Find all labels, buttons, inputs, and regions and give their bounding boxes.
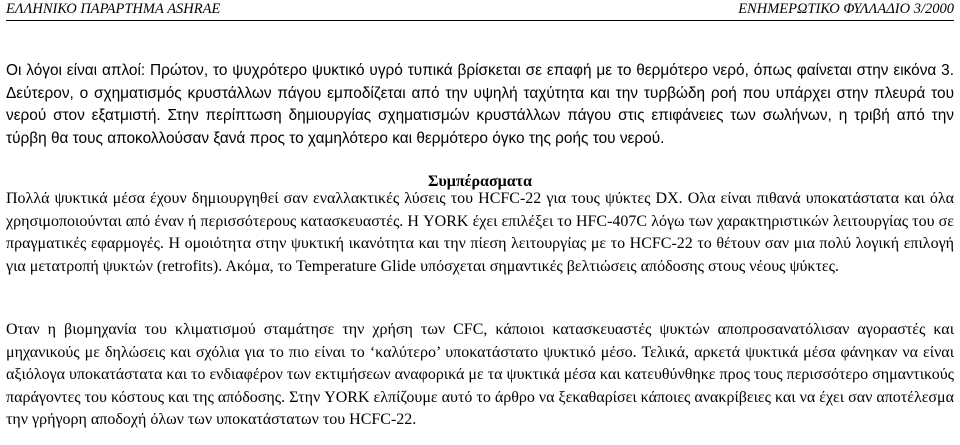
body-paragraph-ice-formation bbox=[6, 60, 954, 150]
header-newsletter-issue: ΕΝΗΜΕΡΩΤΙΚΟ ΦΥΛΛΑΔΙΟ 3/2000 bbox=[738, 1, 954, 17]
paragraph-text: Πολλά ψυκτικά μέσα έχουν δημιουργηθεί σαν εναλλακτικές λύσεις του HCFC-22 για τους ψύκτες DX. Ολα είναι πιθανά υποκατάστατα και όλα χρησιμοποιούνται από έναν ή περισσότερους κατασκευαστές. Η YORK έχει επιλέξει το HFC-407C λόγω των χαρακτηριστικών λειτουργίας του σε πραγματικές εφαρμογές. Η ομοιότητα στην ψυκτική ικανότητα και την πίεση λειτουργίας με το HCFC-22 το θέτουν σαν μια πολύ λογική επιλογή για μετατροπή ψυκτών (retrofits). Ακόμα, το Temperature Glide υπόσχεται σημαντικές βελτιώσεις απόδοσης στους νέους ψύκτες. bbox=[6, 190, 955, 275]
paragraph-text: Οταν η βιομηχανία του κλιματισμού σταμάτησε την χρήση των CFC, κάποιοι κατασκευαστές ψυκτών αποπροσανατόλισαν αγοραστές και μηχανικούς με δηλώσεις και σχόλια για το πιο είναι το ‘καλύτερο’ υποκατάστατο ψυκτικό μέσο. Τελικά, αρκετά ψυκτικά μέσα φάνηκαν να είναι αξιόλογα υποκατάστατα και το ενδιαφέρον των εκτιμήσεων αναφορικά με τα ψυκτικά μέσα και κατευθύνθηκε προς τους περισσότερο σημαντικούς παράγοντες του κόστους και της απόδοσης. Στην YORK ελπίζουμε αυτό το άρθρο να ξεκαθαρίσει κάποιες ανακρίβειες και να έχει σαν αποτέλεσμα την γρήγορη αποδοχή όλων των υποκατάστατων του HCFC-22. bbox=[6, 321, 954, 429]
page-header bbox=[6, 0, 954, 21]
section-heading-conclusions: Συμπέρασματα bbox=[428, 173, 532, 190]
paragraph-text: Οι λόγοι είναι απλοί: Πρώτον, το ψυχρότερο ψυκτικό υγρό τυπικά βρίσκεται σε επαφή με το θερμότερο νερό, όπως φαίνεται στην εικόνα 3. Δεύτερον, ο σχηματισμός κρυστάλλων πάγου εμποδίζεται από την υψηλή ταχύτητα και την τυρβώδη ροή που υπάρχει στην πλευρά του νερού στον εξατμιστή. Στην περίπτωση δημιουργίας σχηματισμών κρυστάλλων πάγου στις επιφάνειες των σωλήνων, η τριβή από την τύρβη θα τους αποκολλούσαν ξανά προς το χαμηλότερο και θερμότερο όγκο της ροής του νερού. bbox=[6, 62, 954, 147]
header-organization: ΕΛΛΗΝΙΚΟ ΠΑΡΑΡΤΗΜΑ ASHRAE bbox=[6, 1, 221, 17]
body-paragraph-conclusions bbox=[6, 188, 954, 278]
body-paragraph-cfc-transition bbox=[6, 319, 954, 432]
